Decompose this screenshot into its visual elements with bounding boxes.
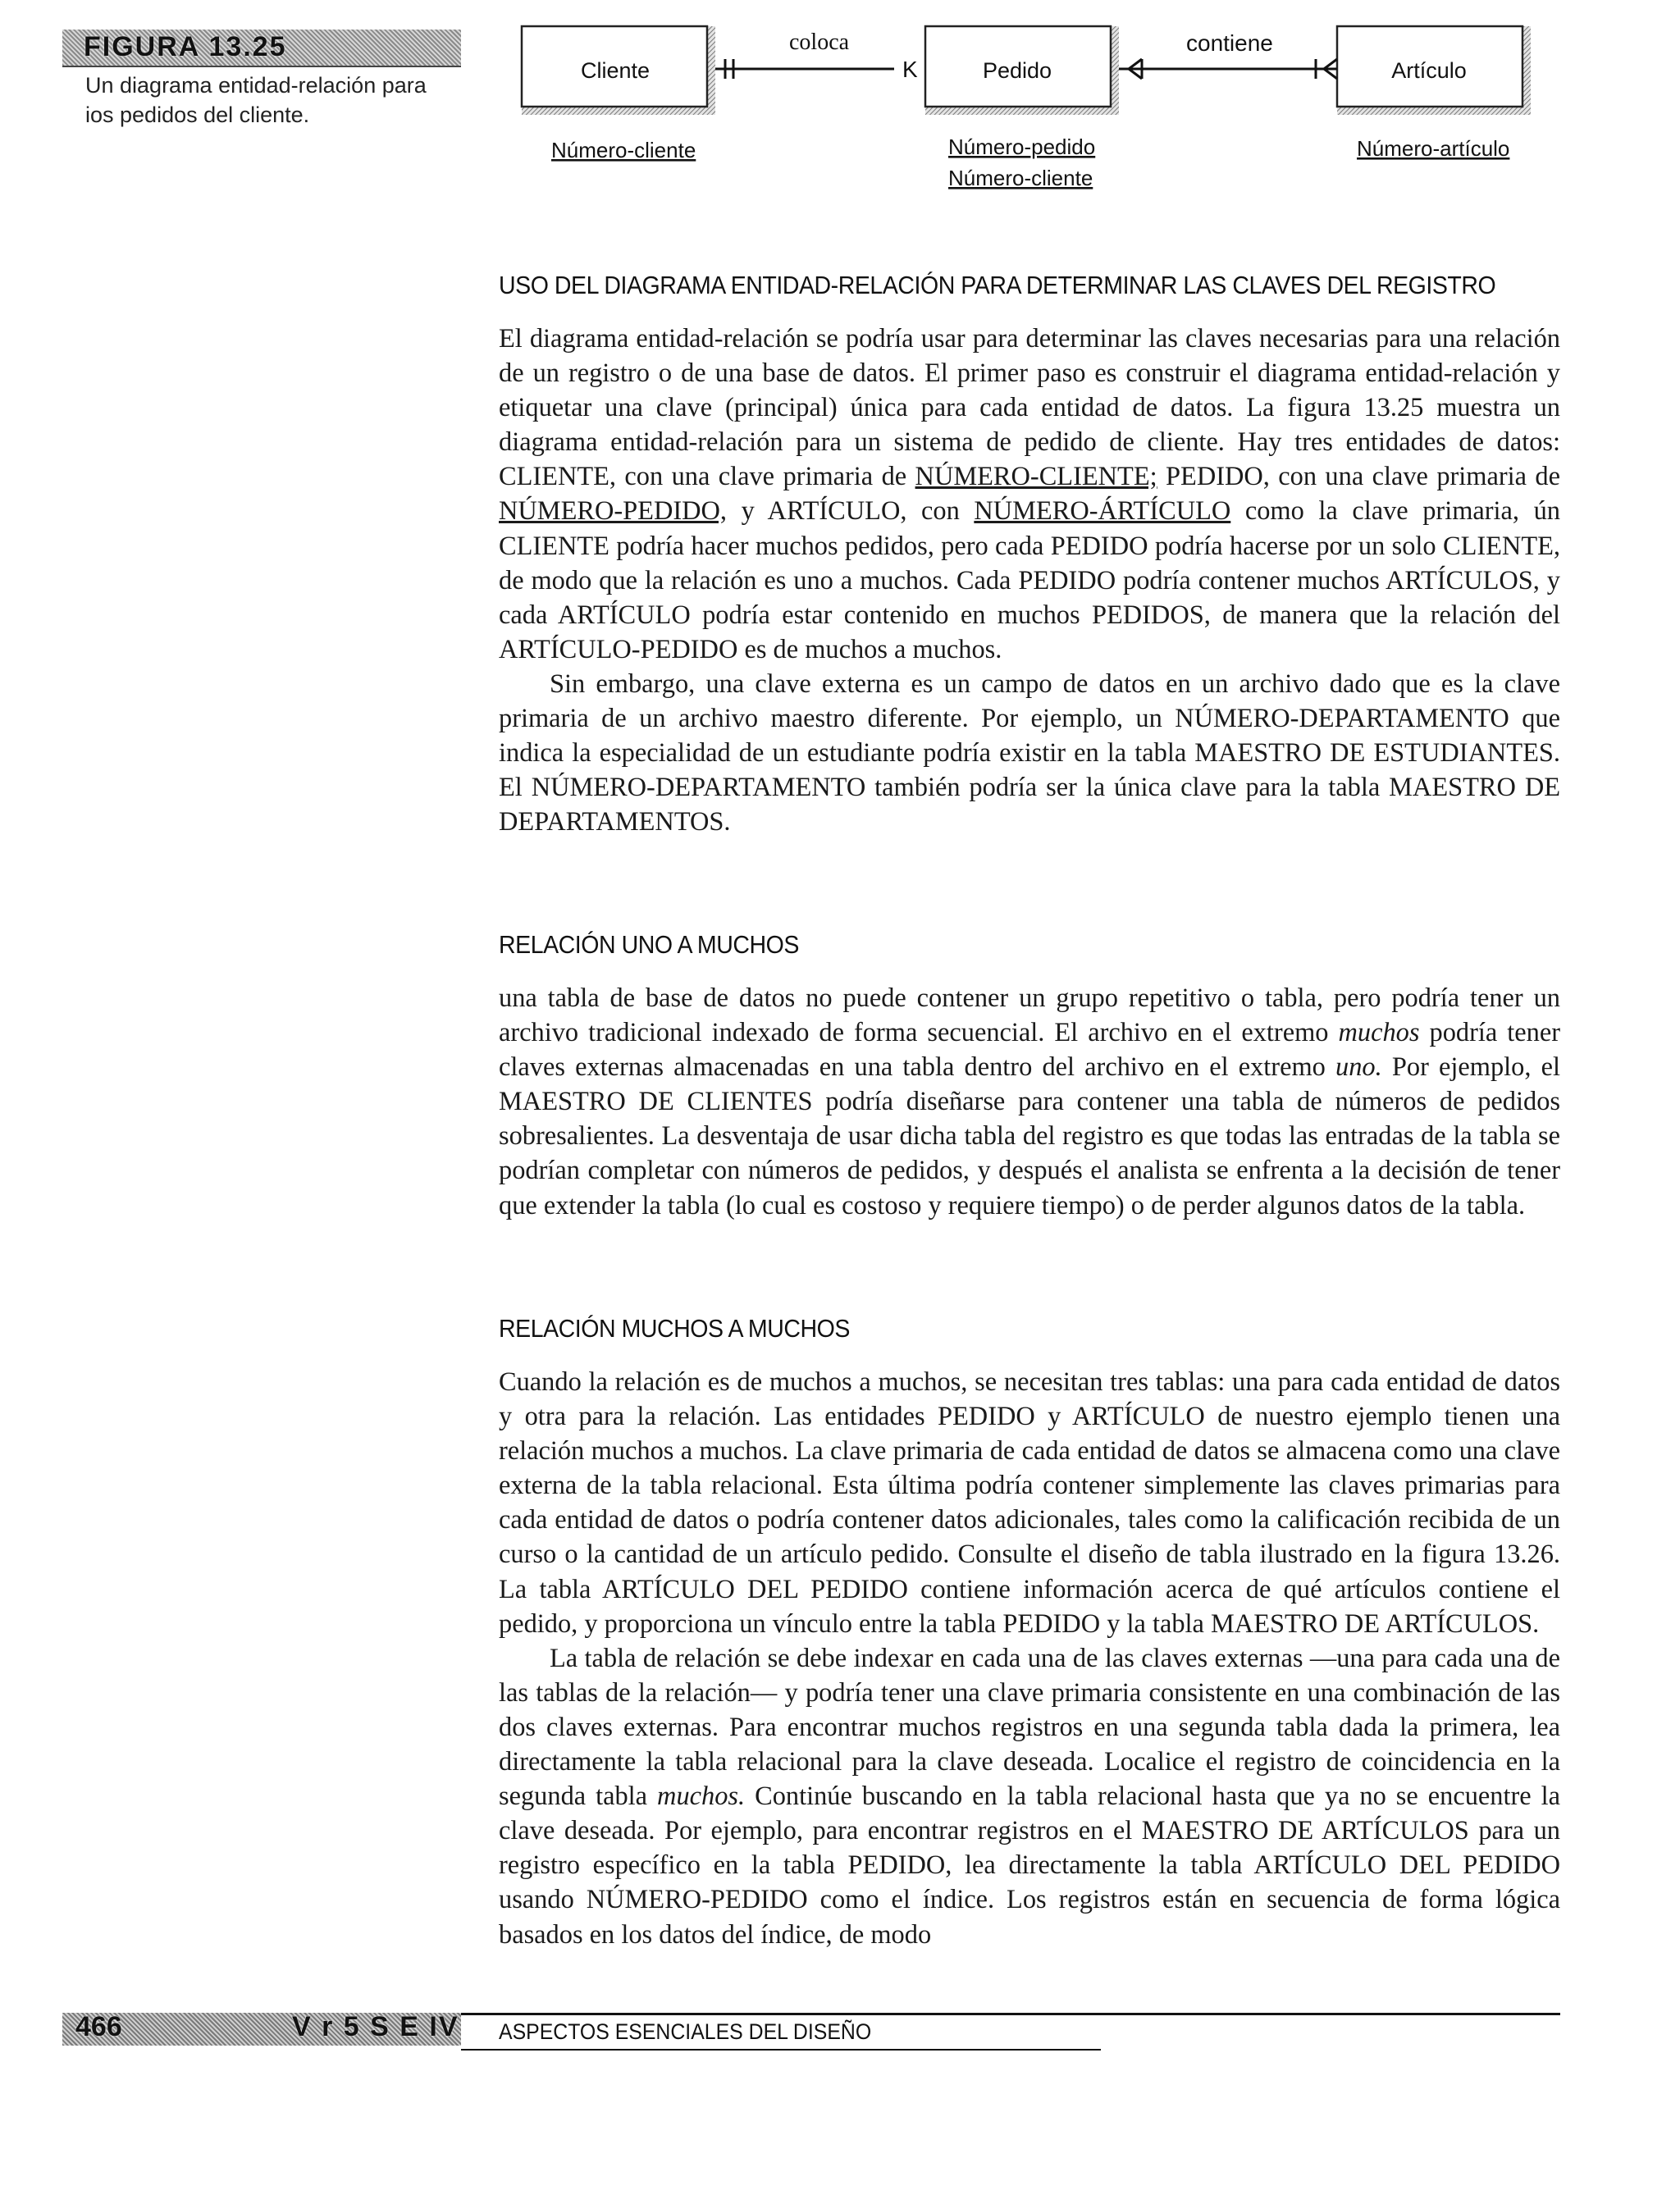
entity-cliente xyxy=(522,26,715,115)
text-run: una tabla de base de datos no puede contener un grupo repetitivo o tabla, pero podría tener un archivo tradicional indexado de forma secuencial. El archivo en el extremo xyxy=(499,983,1560,1048)
relationship-contiene-label: contiene xyxy=(1186,30,1273,56)
paragraph xyxy=(499,1641,1560,1952)
italic-term: muchos. xyxy=(657,1781,746,1812)
entity-articulo-label: Artículo xyxy=(1391,58,1467,83)
key-pedido-numero-cliente: Número-cliente xyxy=(948,166,1093,190)
italic-term: muchos xyxy=(1338,1018,1420,1048)
footer-rule-bottom xyxy=(461,2049,1101,2051)
entity-articulo xyxy=(1337,26,1531,115)
footer-rule xyxy=(461,2013,1560,2015)
text-run: y ARTÍCULO, con xyxy=(727,496,975,527)
key-numero-pedido: Número-pedido xyxy=(948,135,1096,159)
text-run: podría tener claves externas almacenadas en una tabla dentro del archivo en el extremo xyxy=(499,1018,1560,1083)
figure-label: FIGURA 13.25 xyxy=(84,31,287,62)
svg-text:K: K xyxy=(902,57,918,82)
er-diagram xyxy=(0,0,1680,197)
paragraph: Cuando la relación es de muchos a muchos, se necesitan tres tablas: una para cada entidad de datos y otra para la relación. Las entidades PEDIDO y ARTÍCULO de nuestro ejemplo tienen una relación muchos a muchos. La clave primaria de cada entidad de datos se almacena como una clave externa de la tabla relacional. Esta última podría contener simplemente las claves primarias para cada entidad de datos o podría contener datos adicionales, tales como la calificación recibida de un curso o la cantidad de un artículo pedido. Consulte el diseño de tabla ilustrado en la figura 13.26. La tabla ARTÍCULO DEL PEDIDO contiene información acerca de qué artículos contiene el pedido, y proporciona un vínculo entre la tabla PEDIDO y la tabla MAESTRO DE ARTÍCULOS. xyxy=(499,1367,1560,1639)
relationship-coloca xyxy=(715,30,918,82)
section-body-uno-a-muchos xyxy=(499,981,1560,1223)
section-heading-claves: USO DEL DIAGRAMA ENTIDAD-RELACIÓN PARA DETERMINAR LAS CLAVES DEL REGISTRO xyxy=(499,271,1496,299)
key-numero-cliente: Número-cliente xyxy=(551,138,696,162)
section-heading-muchos-a-muchos: RELACIÓN MUCHOS A MUCHOS xyxy=(499,1314,850,1343)
figure-caption: Un diagrama entidad-relación para ios pedidos del cliente. xyxy=(85,73,427,127)
key-underlined: NÚMERO-PEDIDO, xyxy=(499,496,728,527)
text-run: La tabla de relación se debe indexar en cada una de las claves externas —una para cada una de las tablas de la relación— y podría tener una clave primaria consistente en una combinación de las dos claves externas. Para encontrar muchos registros en una segunda tabla dada la primera, lea directamente la tabla relacional para la clave deseada. Localice el registro de coincidencia en la segunda tabla xyxy=(499,1643,1560,1812)
paragraph xyxy=(499,322,1560,667)
section-body-muchos-a-muchos xyxy=(499,1365,1560,1952)
entity-pedido xyxy=(925,26,1119,115)
text-run: como la clave primaria, ún CLIENTE podría hacer muchos pedidos, pero cada PEDIDO podría hacerse por un solo CLIENTE, de modo que la relación es uno a muchos. Cada PEDIDO podría contener muchos ARTÍCULOS, y cada ARTÍCULO podría estar contenido en muchos PEDIDOS, de manera que la relación del ARTÍCULO-PEDIDO es de muchos a muchos. xyxy=(499,496,1560,664)
text-run: PEDIDO, con una clave primaria de xyxy=(1157,462,1560,492)
text-run: Continúe buscando en la tabla relacional hasta que ya no se encuentre la clave deseada. Por ejemplo, para encontrar registros en el MAESTRO DE ARTÍCULOS para un registro específico en la tabla PEDIDO, lea directamente la tabla ARTÍCULO DEL PEDIDO usando NÚMERO-PEDIDO como el índice. Los registros están en secuencia de forma lógica basados en los datos del índice, de modo xyxy=(499,1781,1560,1950)
part-label: V r 5 S E IV xyxy=(292,2011,459,2042)
running-title: ASPECTOS ESENCIALES DEL DISEÑO xyxy=(499,2019,872,2044)
key-underlined: NÚMERO-ÁRTÍCULO xyxy=(974,496,1231,527)
section-heading-uno-a-muchos: RELACIÓN UNO A MUCHOS xyxy=(499,930,799,959)
relationship-contiene xyxy=(1119,30,1337,79)
paragraph: Sin embargo, una clave externa es un campo de datos en un archivo dado que es la clave primaria de un archivo maestro diferente. Por ejemplo, un NÚMERO-DEPARTAMENTO que indica la especialidad de un estudiante podría existir en la tabla MAESTRO DE ESTUDIANTES. El NÚMERO-DEPARTAMENTO también podría ser la única clave para la tabla MAESTRO DE DEPARTAMENTOS. xyxy=(499,668,1560,837)
entity-pedido-label: Pedido xyxy=(982,58,1052,83)
key-numero-articulo: Número-artículo xyxy=(1357,136,1510,161)
italic-term: uno. xyxy=(1335,1052,1382,1083)
key-underlined: NÚMERO-CLIENTE; xyxy=(915,462,1157,492)
entity-cliente-label: Cliente xyxy=(580,58,651,83)
relationship-coloca-label: coloca xyxy=(789,30,850,55)
paragraph xyxy=(499,981,1560,1223)
text-run: Por ejemplo, el MAESTRO DE CLIENTES podría diseñarse para contener una tabla de números de pedidos sobresalientes. La desventaja de usar dicha tabla del registro es que todas las entradas de la tabla se podrían completar con números de pedidos, y después el analista se enfrenta a la decisión de tener que extender la tabla (lo cual es costoso y requiere tiempo) o de perder algunos datos de la tabla. xyxy=(499,1052,1560,1220)
text-run: El diagrama entidad-relación se podría usar para determinar las claves necesarias para una relación de un registro o de una base de datos. El primer paso es construir el diagrama entidad-relación y etiquetar una clave (principal) única para cada entidad de datos. La figura 13.25 muestra un diagrama entidad-relación para un sistema de pedido de cliente. Hay tres entidades de datos: CLIENTE, con una clave primaria de xyxy=(499,324,1560,492)
page-number: 466 xyxy=(75,2011,122,2042)
section-body-claves xyxy=(499,322,1560,839)
